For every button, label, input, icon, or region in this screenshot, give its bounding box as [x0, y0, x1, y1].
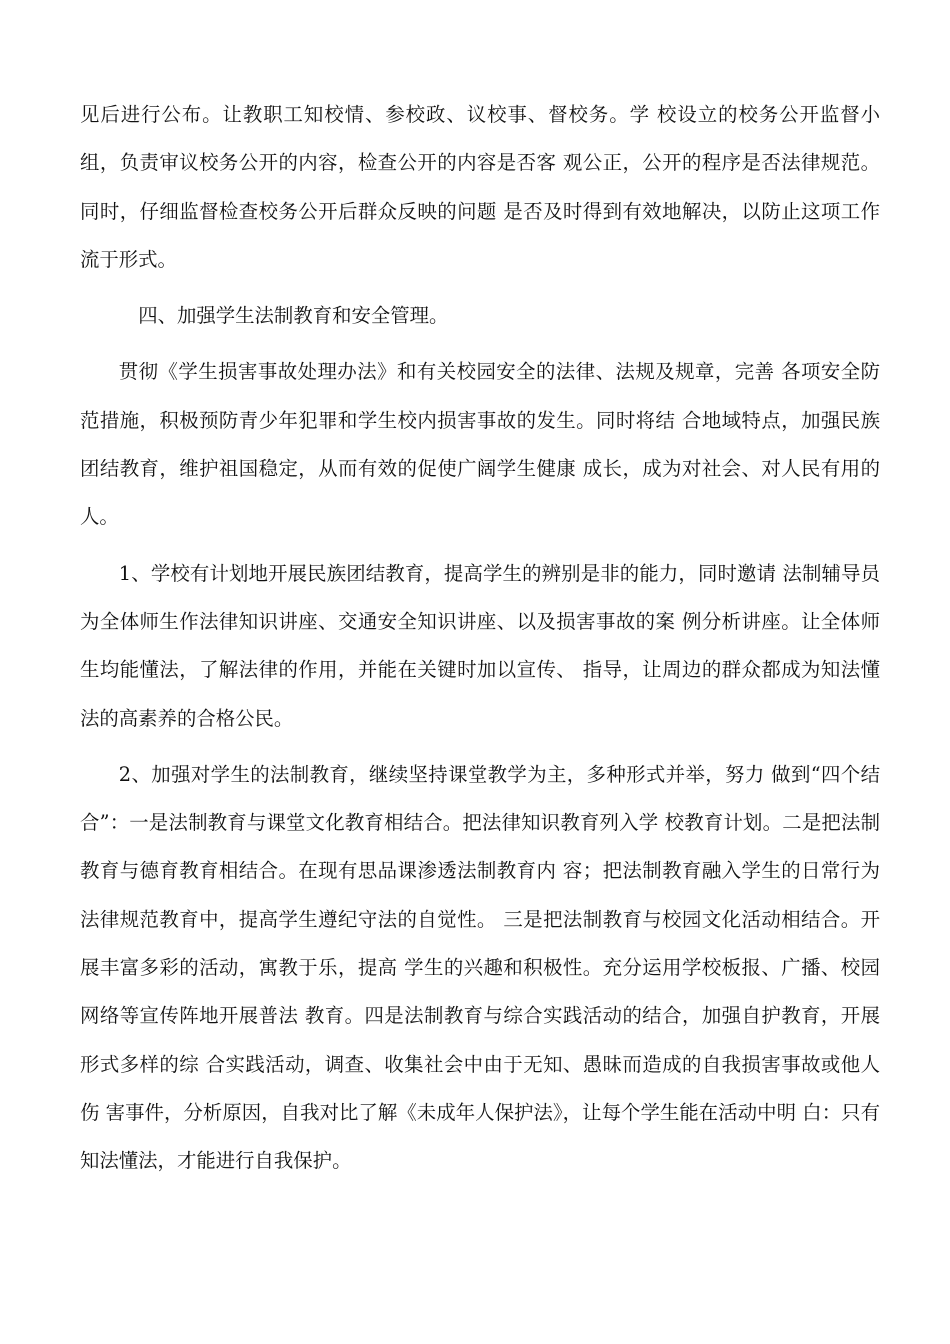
paragraph-continuation: 见后进行公布。让教职工知校情、参校政、议校事、督校务。学 校设立的校务公开监督小组，负责审议校务公开的内容，检查公开的内容是否客 观公正，公开的程序是否法律规范。同时，仔细监督检查校务公开后群众反映的问题 是否及时得到有效地解决，以防止这项工作流于形式。 [80, 103, 880, 271]
document-body [80, 91, 880, 1194]
section-heading-four: 四、加强学生法制教育和安全管理。 [138, 304, 449, 328]
paragraph-item-two: 2、加强对学生的法制教育，继续坚持课堂教学为主，多种形式并举，努力 做到“四个结合”：一是法制教育与课堂文化教育相结合。把法律知识教育列入学 校教育计划。二是把法制教育与德育教育相结合。在现有思品课渗透法制教育内 容；把法制教育融入学生的日常行为法律规范教育中，提高学生遵纪守法的自觉性。 三是把法制教育与校园文化活动相结合。开展丰富多彩的活动，寓教于乐，提高 学生的兴趣和积极性。充分运用学校板报、广播、校园网络等宣传阵地开展普法 教育。四是法制教育与综合实践活动的结合，加强自护教育，开展形式多样的综 合实践活动，调查、收集社会中由于无知、愚昧而造成的自我损害事故或他人伤 害事件，分析原因，自我对比了解《未成年人保护法》，让每个学生能在活动中明 白：只有知法懂法，才能进行自我保护。 [80, 762, 880, 1173]
paragraph-implement-regulations: 贯彻《学生损害事故处理办法》和有关校园安全的法律、法规及规章，完善 各项安全防范措施，积极预防青少年犯罪和学生校内损害事故的发生。同时将结 合地域特点，加强民族团结教育，维护祖国稳定，从而有效的促使广阔学生健康 成长，成为对社会、对人民有用的人。 [80, 360, 880, 529]
paragraph-item-one: 1、学校有计划地开展民族团结教育，提高学生的辨别是非的能力，同时邀请 法制辅导员为全体师生作法律知识讲座、交通安全知识讲座、以及损害事故的案 例分析讲座。让全体师生均能懂法，了解法律的作用，并能在关键时加以宣传、 指导，让周边的群众都成为知法懂法的高素养的合格公民。 [80, 561, 880, 730]
